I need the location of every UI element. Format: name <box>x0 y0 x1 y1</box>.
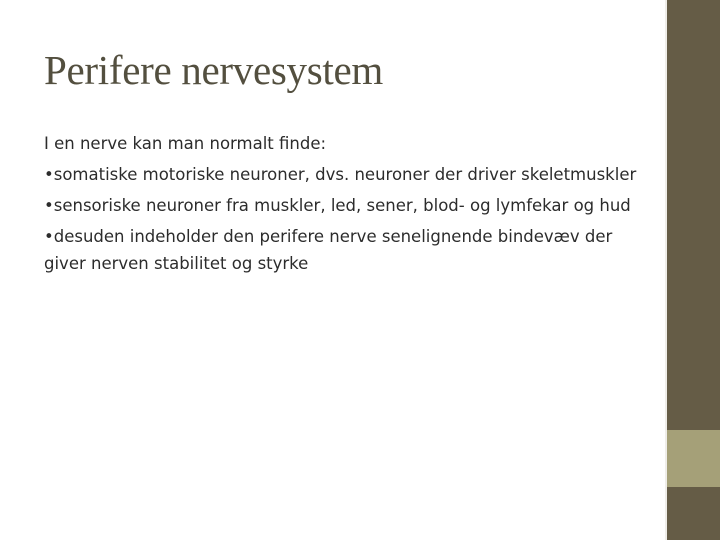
bullet-somatic-motor: •somatiske motoriske neuroner, dvs. neuroner der driver skeletmuskler <box>44 165 637 184</box>
sidebar-block-accent <box>667 430 720 487</box>
intro-paragraph: I en nerve kan man normalt finde: <box>44 134 327 153</box>
sidebar-block-bottom <box>667 487 720 540</box>
decorative-sidebar <box>665 0 720 540</box>
slide-body <box>44 130 644 281</box>
slide-title: Perifere nervesystem <box>44 47 383 93</box>
bullet-connective-tissue: •desuden indeholder den perifere nerve senelignende bindevæv der giver nerven stabilitet og styrke <box>44 227 613 273</box>
bullet-sensory: •sensoriske neuroner fra muskler, led, sener, blod- og lymfekar og hud <box>44 196 631 215</box>
sidebar-block-top <box>667 0 720 430</box>
